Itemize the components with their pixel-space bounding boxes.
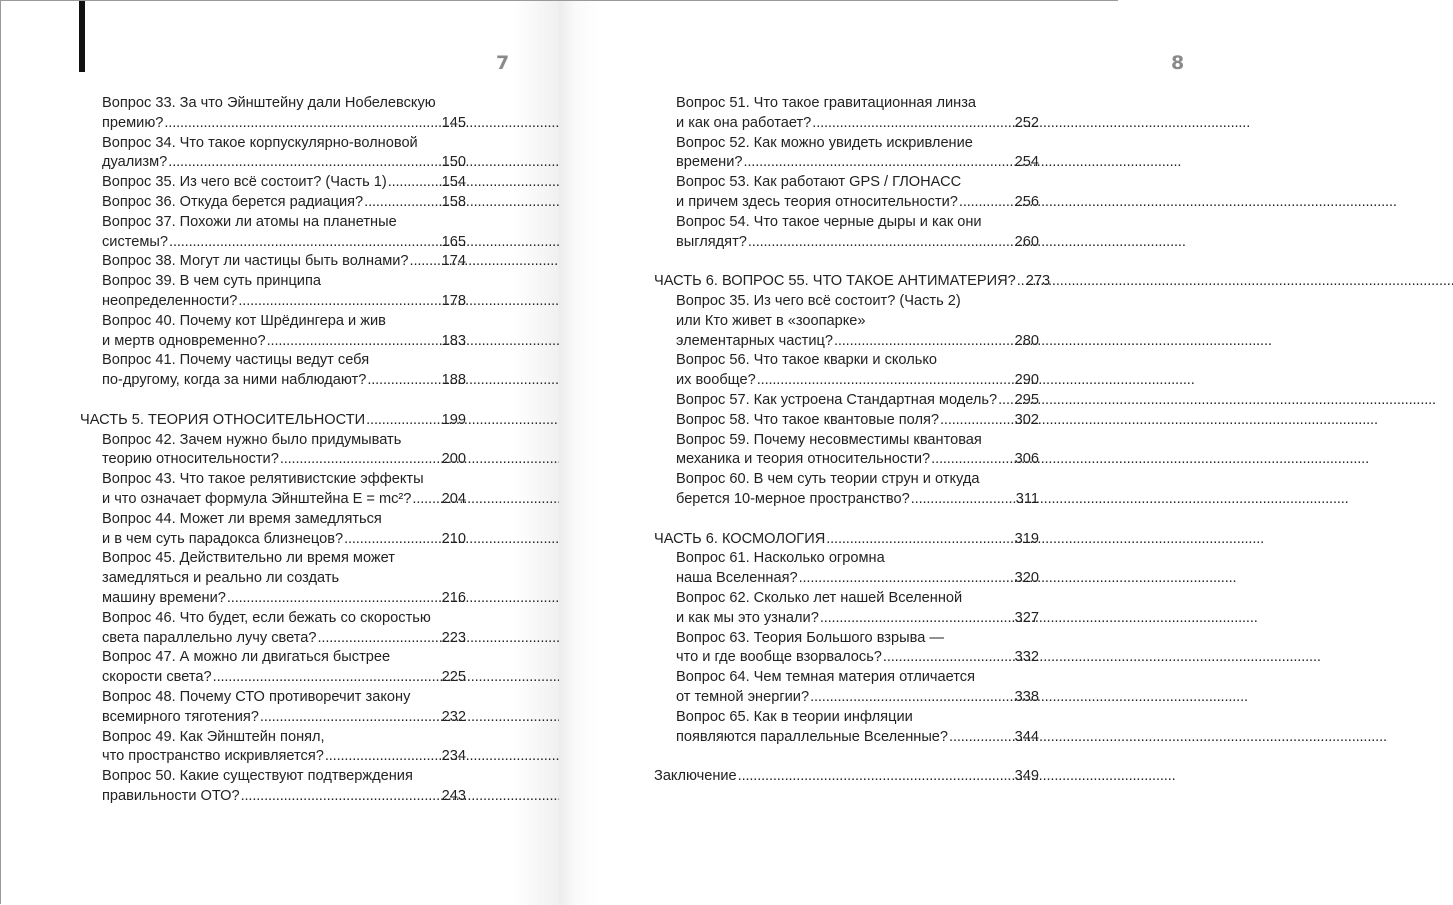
toc-entry-text: Вопрос 61. Насколько огромна [676,550,885,567]
dot-leader [911,490,1015,510]
toc-entry [654,134,1039,174]
dot-leader [826,530,1013,550]
toc-entry [80,767,466,807]
toc-entry-text: Вопрос 38. Могут ли частицы быть волнами? [102,253,409,270]
dot-leader [227,589,441,609]
toc-entry [654,391,1039,411]
toc-entry [654,708,1039,748]
dot-leader [344,530,441,550]
dot-leader [367,371,440,391]
toc-entry-text: света параллельно лучу света? [102,629,317,646]
toc-entry [654,292,1039,351]
table-of-contents-left [80,94,466,807]
toc-entry-line [654,272,1051,292]
toc-entry-text: Вопрос 43. Что такое релятивистские эффекты [102,471,424,488]
toc-entry-line [102,371,466,391]
toc-entry-text: Вопрос 65. Как в теории инфляции [676,708,913,725]
toc-entry-text: Вопрос 35. Из чего всё состоит? (Часть 1) [102,174,387,191]
toc-entry-text: Вопрос 51. Что такое гравитационная линза [676,95,977,111]
toc-entry-text: и в чем суть парадокса близнецов? [102,530,344,547]
toc-entry [654,213,1039,253]
toc-entry-text: от темной энергии? [676,688,810,705]
toc-page-number: 243 [441,787,466,804]
toc-entry-text: Вопрос 45. Действительно ли время может [102,550,395,567]
toc-entry-text: и мертв одновременно? [102,332,266,349]
toc-page-number: 252 [1014,114,1039,131]
toc-entry-line [102,114,466,134]
toc-entry-line [676,490,1039,510]
dot-leader [241,787,441,807]
toc-page-number: 306 [1014,451,1039,468]
toc-page-number: 232 [441,708,466,725]
dot-leader [260,708,441,728]
toc-page-number: 225 [441,669,466,686]
toc-entry-text: правильности ОТО? [102,787,240,804]
toc-page-number: 199 [441,411,466,428]
toc-entry-line [676,609,1039,629]
toc-entry-text: элементарных частиц? [676,332,833,349]
toc-entry-text: Вопрос 58. Что такое квантовые поля? [676,411,940,428]
toc-entry [80,470,466,510]
toc-entry-line [676,728,1039,748]
toc-entry [80,252,466,272]
dot-leader [799,569,1014,589]
toc-page-number: 344 [1014,728,1039,745]
toc-entry [80,193,466,213]
toc-entry [654,589,1039,629]
toc-entry [654,411,1039,431]
toc-page-number: 256 [1014,193,1039,210]
toc-entry-line [676,391,1039,411]
toc-entry-text: Вопрос 36. Откуда берется радиация? [102,193,364,210]
toc-entry-text: ЧАСТЬ 6. КОСМОЛОГИЯ [654,530,826,547]
toc-page-number: 200 [441,451,466,468]
toc-page-number: 319 [1014,530,1039,547]
dot-leader [757,371,1014,391]
toc-entry-line [102,252,466,272]
toc-entry-text: берется 10-мерное пространство? [676,490,910,507]
toc-entry-text: Вопрос 50. Какие существуют подтверждения [102,768,413,785]
toc-page-number: 295 [1014,391,1039,408]
toc-page-number: 165 [441,233,466,250]
toc-entry-text: Вопрос 62. Сколько лет нашей Вселенной [676,589,963,606]
toc-section-entry [654,272,1051,292]
toc-page-number: 154 [441,174,466,191]
toc-entry [80,510,466,550]
toc-entry-line [102,173,466,193]
toc-entry-line [676,569,1039,589]
toc-entry-line [80,411,466,431]
toc-page-number: 150 [441,154,466,171]
toc-page-number: 302 [1014,411,1039,428]
toc-entry [80,549,466,608]
toc-entry [80,688,466,728]
toc-entry-text: Вопрос 52. Как можно увидеть искривление [676,134,973,151]
chapter-marker-bar [79,1,85,72]
dot-leader [810,688,1014,708]
toc-entry-text: Вопрос 63. Теория Большого взрыва — [676,629,944,646]
toc-entry-text: Вопрос 33. За что Эйнштейну дали Нобелевскую [102,95,436,111]
toc-entry-text: и как она работает? [676,114,812,131]
toc-section-entry [80,411,466,431]
toc-entry-text: скорости света? [102,669,212,686]
toc-entry [80,431,466,471]
toc-page-number: 188 [441,372,466,389]
toc-entry-line [102,530,466,550]
toc-section-entry [654,767,1039,787]
toc-entry-text: Вопрос 54. Что такое черные дыры и как они [676,213,982,230]
toc-entry-line [676,114,1039,134]
toc-page-number: 158 [441,193,466,210]
toc-page-number: 290 [1014,372,1039,389]
toc-entry [80,134,466,174]
toc-page-number: 210 [441,530,466,547]
toc-entry [80,648,466,688]
toc-page-number: 216 [441,589,466,606]
toc-page-number: 338 [1014,688,1039,705]
toc-entry-text: Вопрос 41. Почему частицы ведут себя [102,352,370,369]
toc-entry [654,549,1039,589]
left-page [1,1,559,905]
dot-leader [388,173,441,193]
toc-entry-text: что и где вообще взорвалось? [676,649,882,666]
dot-leader [168,153,440,173]
toc-page-number: 204 [441,490,466,507]
toc-entry-line [676,648,1039,668]
toc-entry-text: Вопрос 47. А можно ли двигаться быстрее [102,649,391,666]
toc-entry-text: что пространство искривляется? [102,748,324,765]
toc-entry-text: Вопрос 64. Чем темная материя отличается [676,669,975,686]
toc-entry-line [102,490,466,510]
toc-entry-line [102,787,466,807]
toc-entry-line [102,450,466,470]
toc-entry-text: их вообще? [676,372,756,389]
toc-entry-text: ЧАСТЬ 6. ВОПРОС 55. ЧТО ТАКОЕ АНТИМАТЕРИЯ? [654,273,1016,290]
toc-entry-line [676,450,1039,470]
toc-entry [80,312,466,352]
toc-entry-text: премию? [102,114,164,131]
dot-leader [940,411,1014,431]
toc-page-number: 349 [1014,768,1039,785]
toc-page-number: 327 [1014,609,1039,626]
toc-entry [654,351,1039,391]
toc-entry-line [102,747,466,767]
toc-entry [80,213,466,253]
toc-entry-line [676,688,1039,708]
toc-entry-text: Заключение [654,768,737,785]
left-page-number: 7 [496,52,510,74]
toc-entry-line [676,411,1039,431]
toc-entry [80,728,466,768]
toc-page-number: 234 [441,748,466,765]
toc-entry-text: Вопрос 59. Почему несовместимы квантовая [676,431,982,448]
dot-leader [812,114,1013,134]
dot-leader [931,450,1013,470]
toc-page-number: 174 [441,253,466,270]
toc-entry-text: всемирного тяготения? [102,708,259,725]
dot-leader [238,292,440,312]
toc-entry-line [654,530,1039,550]
toc-entry-line [676,153,1039,173]
toc-entry-text: и как мы это узнали? [676,609,819,626]
toc-page-number: 320 [1014,570,1039,587]
toc-entry-line [102,629,466,649]
toc-entry-line [676,193,1039,213]
dot-leader [213,668,441,688]
dot-leader [743,153,1013,173]
dot-leader [1017,272,1025,292]
toc-section-entry [654,530,1039,550]
toc-entry [80,351,466,391]
toc-entry-text: механика и теория относительности? [676,451,931,468]
toc-entry-line [102,332,466,352]
dot-leader [164,114,440,134]
toc-page-number: 260 [1014,233,1039,250]
toc-entry-line [654,767,1039,787]
toc-entry-text: Вопрос 48. Почему СТО противоречит закону [102,688,411,705]
toc-entry-text: Вопрос 35. Из чего всё состоит? (Часть 2) [676,292,961,309]
toc-entry-line [102,292,466,312]
toc-entry [80,173,466,193]
toc-entry-text: машину времени? [102,589,226,606]
toc-entry-text: неопределенности? [102,292,238,309]
toc-entry-line [102,233,466,253]
toc-entry [80,272,466,312]
toc-entry [654,431,1039,471]
dot-leader [949,728,1014,748]
toc-page-number: 223 [441,629,466,646]
dot-leader [412,490,440,510]
right-page-number: 8 [1171,52,1185,74]
dot-leader [883,648,1014,668]
toc-entry-line [676,332,1039,352]
toc-entry [654,668,1039,708]
toc-entry-text: Вопрос 49. Как Эйнштейн понял, [102,728,325,745]
toc-page-number: 145 [441,114,466,131]
dot-leader [267,332,441,352]
toc-entry-text: времени? [676,154,743,171]
dot-leader [748,233,1014,253]
toc-page-number: 273 [1025,273,1051,290]
toc-page-number: 311 [1015,490,1039,507]
toc-entry-text: и причем здесь теория относительности? [676,193,958,210]
toc-entry-text: Вопрос 42. Зачем нужно было придумывать [102,431,402,448]
toc-entry [654,94,1039,134]
dot-leader [820,609,1014,629]
dot-leader [998,391,1014,411]
toc-entry-text: Вопрос 34. Что такое корпускулярно-волновой [102,134,418,151]
toc-entry-line [102,589,466,609]
toc-entry-text: наша Вселенная? [676,570,798,587]
table-of-contents-right [654,94,1051,787]
toc-entry-text: Вопрос 39. В чем суть принципа [102,273,321,290]
dot-leader [366,411,441,431]
toc-page-number: 183 [441,332,466,349]
dot-leader [834,332,1014,352]
toc-entry-text: появляются параллельные Вселенные? [676,728,949,745]
toc-page-number: 178 [441,292,466,309]
dot-leader [410,252,441,272]
dot-leader [738,767,1014,787]
dot-leader [959,193,1014,213]
dot-leader [318,629,441,649]
dot-leader [169,233,441,253]
toc-entry-text: Вопрос 60. В чем суть теории струн и откуда [676,471,980,488]
toc-entry-text: Вопрос 56. Что такое кварки и сколько [676,352,937,369]
toc-entry [80,609,466,649]
toc-entry-line [102,193,466,213]
toc-entry-text: Вопрос 40. Почему кот Шрёдингера и жив [102,312,386,329]
toc-entry-text: дуализм? [102,154,168,171]
toc-entry-text: Вопрос 44. Может ли время замедляться [102,510,382,527]
dot-leader [364,193,440,213]
toc-entry [654,629,1039,669]
toc-entry-text: замедляться и реально ли создать [102,570,340,587]
toc-entry-text: ЧАСТЬ 5. ТЕОРИЯ ОТНОСИТЕЛЬНОСТИ [80,411,366,428]
toc-page-number: 280 [1014,332,1039,349]
dot-leader [325,747,441,767]
dot-leader [280,450,441,470]
toc-entry [80,94,466,134]
toc-entry-text: Вопрос 37. Похожи ли атомы на планетные [102,213,397,230]
toc-entry-line [102,153,466,173]
toc-entry-line [102,668,466,688]
toc-entry [654,470,1039,510]
toc-page-number: 332 [1014,649,1039,666]
toc-entry-text: выглядят? [676,233,747,250]
toc-entry-text: системы? [102,233,169,250]
toc-entry-line [676,233,1039,253]
toc-entry-text: Вопрос 46. Что будет, если бежать со скоростью [102,609,431,626]
toc-entry-text: или Кто живет в «зоопарке» [676,312,866,329]
toc-page-number: 254 [1014,154,1039,171]
toc-entry-text: Вопрос 57. Как устроена Стандартная модель? [676,391,998,408]
toc-entry-line [102,708,466,728]
toc-entry-text: Вопрос 53. Как работают GPS / ГЛОНАСС [676,174,962,191]
toc-entry [654,173,1039,213]
toc-entry-text: и что означает формула Эйнштейна E = mc²? [102,490,412,507]
toc-entry-text: теорию относительности? [102,451,279,468]
toc-entry-text: по-другому, когда за ними наблюдают? [102,372,367,389]
toc-entry-line [676,371,1039,391]
